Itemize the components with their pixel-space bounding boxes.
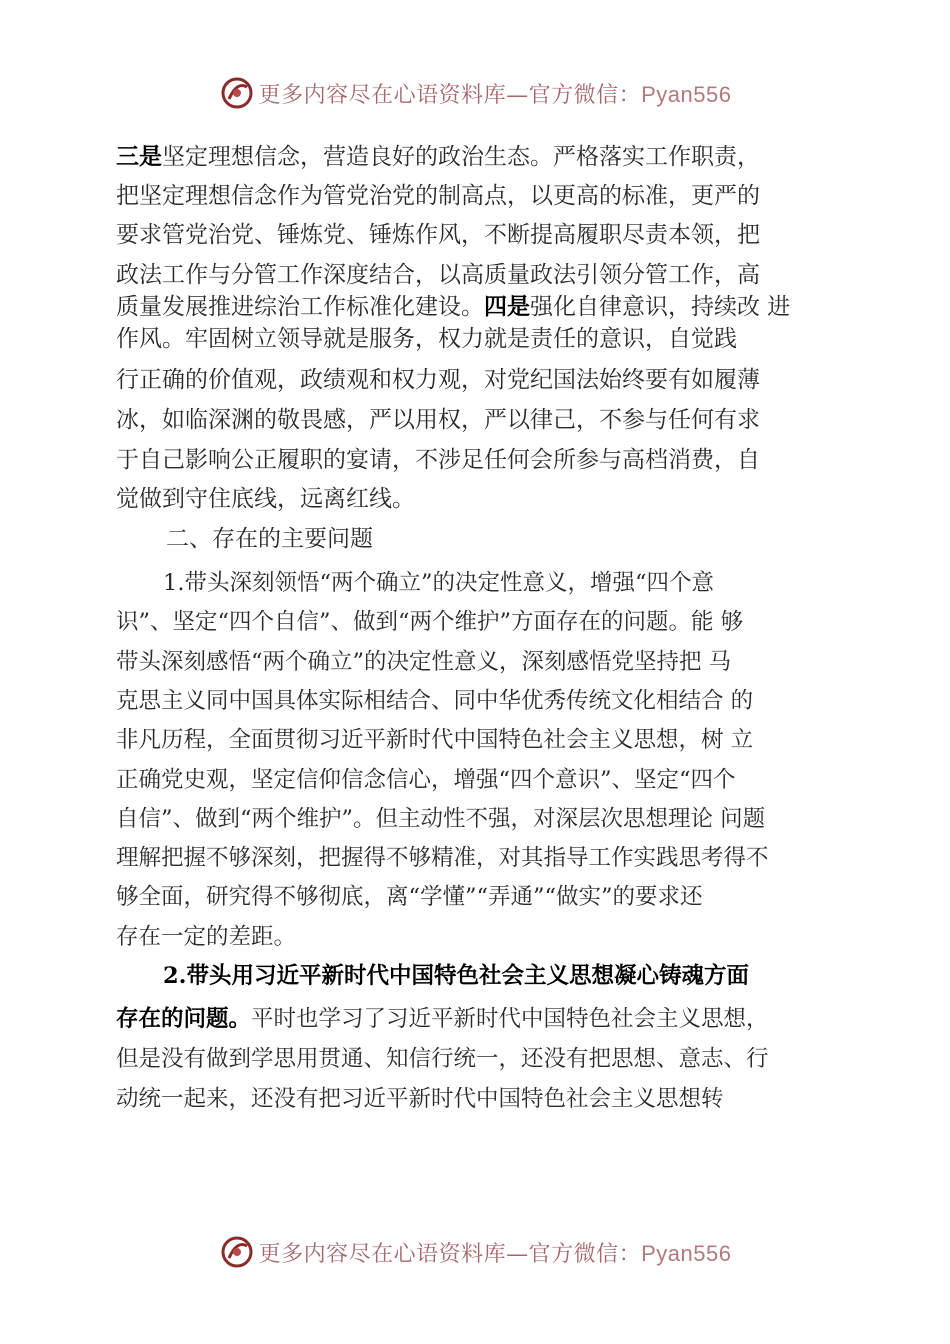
text-line: 1.带头深刻领悟“两个确立”的决定性意义，增强“四个意 bbox=[163, 570, 714, 596]
text-line: 存在一定的差距。 bbox=[116, 924, 297, 950]
text-line: 作风。牢固树立领导就是服务，权力就是责任的意识，自觉践 bbox=[116, 326, 737, 352]
text-line: 正确党史观，坚定信仰信念信心，增强“四个意识”、坚定“四个 bbox=[116, 767, 736, 793]
logo-icon bbox=[219, 75, 255, 111]
footer-banner bbox=[0, 1232, 950, 1272]
text-line: 2.带头用习近平新时代中国特色社会主义思想凝心铸魂方面 bbox=[163, 963, 749, 989]
text-line: 质量发展推进综治工作标准化建设。四是强化自律意识，持续改 进 bbox=[116, 294, 791, 320]
text-line: 动统一起来，还没有把习近平新时代中国特色社会主义思想转 bbox=[116, 1086, 724, 1112]
header-banner bbox=[0, 73, 950, 113]
lead-term: 四是 bbox=[484, 294, 530, 320]
text-line: 理解把握不够深刻，把握得不够精准，对其指导工作实践思考得不 bbox=[116, 845, 769, 871]
text-line: 够全面，研究得不够彻底，离“学懂”“弄通”“做实”的要求还 bbox=[116, 884, 703, 910]
text-line: 于自己影响公正履职的宴请，不涉足任何会所参与高档消费，自 bbox=[116, 447, 760, 473]
text-line: 识”、坚定“四个自信”、做到“两个维护”方面存在的问题。能 够 bbox=[116, 609, 744, 635]
text-line: 三是坚定理想信念，营造良好的政治生态。严格落实工作职责， bbox=[116, 144, 760, 170]
section-heading: 二、存在的主要问题 bbox=[166, 526, 373, 552]
lead-term: 三是 bbox=[116, 144, 162, 170]
text-line: 存在的问题。平时也学习了习近平新时代中国特色社会主义思想， bbox=[116, 1006, 769, 1032]
footer-banner-text: 更多内容尽在心语资料库—官方微信：Pyan556 bbox=[258, 1240, 732, 1267]
text-line: 把坚定理想信念作为管党治党的制高点，以更高的标准，更严的 bbox=[116, 183, 760, 209]
text-line: 但是没有做到学思用贯通、知信行统一，还没有把思想、意志、行 bbox=[116, 1046, 769, 1072]
text-line: 行正确的价值观，政绩观和权力观，对党纪国法始终要有如履薄 bbox=[116, 367, 760, 393]
text-line: 带头深刻感悟“两个确立”的决定性意义，深刻感悟党坚持把 马 bbox=[116, 649, 732, 675]
text-line: 冰，如临深渊的敬畏感，严以用权，严以律己，不参与任何有求 bbox=[116, 407, 760, 433]
header-banner-text: 更多内容尽在心语资料库—官方微信：Pyan556 bbox=[258, 81, 732, 108]
text-line: 要求管党治党、锤炼党、锤炼作风，不断提高履职尽责本领，把 bbox=[116, 222, 760, 248]
logo-icon bbox=[219, 1234, 255, 1270]
text-line: 非凡历程，全面贯彻习近平新时代中国特色社会主义思想，树 立 bbox=[116, 727, 754, 753]
wechat-id: Pyan556 bbox=[641, 81, 732, 107]
text-line: 觉做到守住底线，远离红线。 bbox=[116, 486, 415, 512]
text-line: 政法工作与分管工作深度结合，以高质量政法引领分管工作，高 bbox=[116, 262, 760, 288]
wechat-id: Pyan556 bbox=[641, 1240, 732, 1266]
text-line: 自信”、做到“两个维护”。但主动性不强，对深层次思想理论 问题 bbox=[116, 806, 766, 832]
text-line: 克思主义同中国具体实际相结合、同中华优秀传统文化相结合 的 bbox=[116, 688, 754, 714]
lead-term: 存在的问题。 bbox=[116, 1006, 252, 1032]
